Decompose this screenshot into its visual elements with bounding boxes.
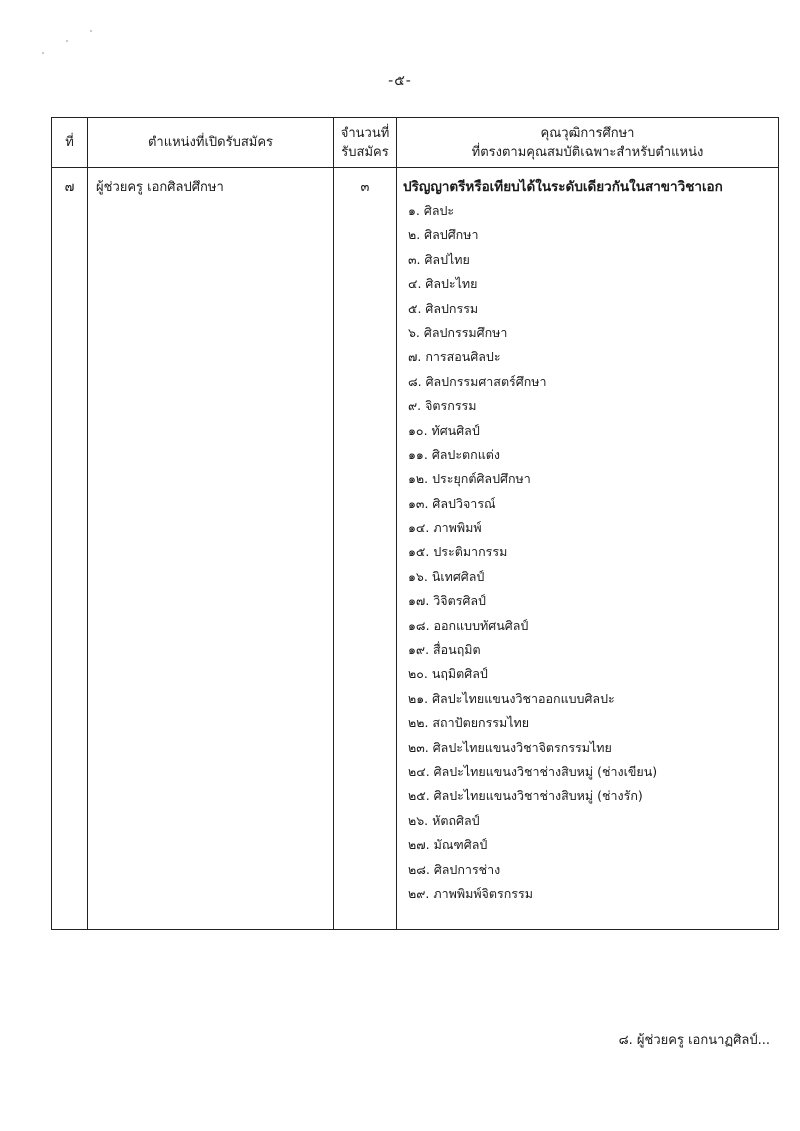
list-item: ๒๖. หัตถศิลป์ — [408, 812, 480, 828]
page-number: -๕- — [388, 73, 412, 89]
scan-speck — [66, 40, 68, 42]
header-count-line1: จำนวนที่ — [340, 125, 390, 141]
list-item: ๔. ศิลปะไทย — [408, 276, 478, 292]
majors-list — [403, 199, 778, 906]
row-count: ๓ — [334, 168, 397, 930]
list-item: ๑๒. ประยุกต์ศิลปศึกษา — [408, 471, 531, 487]
list-item: ๒. ศิลปศึกษา — [408, 227, 479, 243]
list-item: ๑๓. ศิลปวิจารณ์ — [408, 495, 496, 511]
table-row — [52, 168, 779, 930]
header-qualification-line1: คุณวุฒิการศึกษา — [540, 125, 635, 141]
row-qualification — [397, 168, 779, 930]
list-item: ๑๑. ศิลปะตกแต่ง — [408, 446, 501, 462]
list-item: ๖. ศิลปกรรมศึกษา — [408, 324, 508, 340]
scan-speck — [42, 52, 44, 54]
header-no — [52, 118, 88, 168]
list-item: ๒๕. ศิลปะไทยแขนงวิชาช่างสิบหมู่ (ช่างรัก) — [408, 788, 643, 804]
list-item: ๒๐. นฤมิตศิลป์ — [408, 666, 488, 682]
list-item: ๘. ศิลปกรรมศาสตร์ศึกษา — [408, 373, 547, 389]
row-position: ผู้ช่วยครู เอกศิลปศึกษา — [88, 168, 334, 930]
header-qualification-line2: ที่ตรงตามคุณสมบัติเฉพาะสำหรับตำแหน่ง — [471, 144, 704, 160]
row-number: ๗ — [52, 168, 88, 930]
list-item: ๕. ศิลปกรรม — [408, 300, 479, 316]
header-qualification — [397, 118, 779, 168]
list-item: ๒๔. ศิลปะไทยแขนงวิชาช่างสิบหมู่ (ช่างเขียน) — [408, 763, 658, 779]
qualification-heading: ปริญญาตรีหรือเทียบได้ในระดับเดียวกันในสาขาวิชาเอก — [403, 179, 723, 195]
list-item: ๗. การสอนศิลปะ — [408, 349, 501, 365]
header-position — [88, 118, 334, 168]
header-count — [334, 118, 397, 168]
list-item: ๒๙. ภาพพิมพ์จิตรกรรม — [408, 885, 533, 901]
continuation-note: ๘. ผู้ช่วยครู เอกนาฏศิลป์... — [618, 1033, 770, 1048]
header-no-label: ที่ — [65, 135, 74, 150]
list-item: ๒๘. ศิลปการช่าง — [408, 861, 501, 877]
header-position-label: ตำแหน่งที่เปิดรับสมัคร — [147, 135, 274, 150]
list-item: ๑๖. นิเทศศิลป์ — [408, 568, 485, 584]
list-item: ๓. ศิลปไทย — [408, 251, 470, 267]
recruitment-table — [51, 117, 779, 930]
scan-speck — [90, 30, 92, 32]
list-item: ๙. จิตรกรรม — [408, 398, 477, 414]
list-item: ๑๘. ออกแบบทัศนศิลป์ — [408, 617, 529, 633]
list-item: ๑๙. สื่อนฤมิต — [408, 642, 481, 658]
list-item: ๑. ศิลปะ — [408, 203, 455, 218]
list-item: ๒๓. ศิลปะไทยแขนงวิชาจิตรกรรมไทย — [408, 739, 612, 755]
list-item: ๒๒. สถาปัตยกรรมไทย — [408, 715, 530, 731]
list-item: ๑๔. ภาพพิมพ์ — [408, 520, 482, 536]
header-count-line2: รับสมัคร — [341, 144, 389, 160]
table-header-row — [52, 118, 779, 168]
list-item: ๑๐. ทัศนศิลป์ — [408, 422, 480, 438]
list-item: ๒๗. มัณฑศิลป์ — [408, 837, 488, 853]
list-item: ๑๗. วิจิตรศิลป์ — [408, 593, 486, 609]
list-item: ๑๕. ประติมากรรม — [408, 544, 508, 560]
list-item: ๒๑. ศิลปะไทยแขนงวิชาออกแบบศิลปะ — [408, 690, 615, 706]
